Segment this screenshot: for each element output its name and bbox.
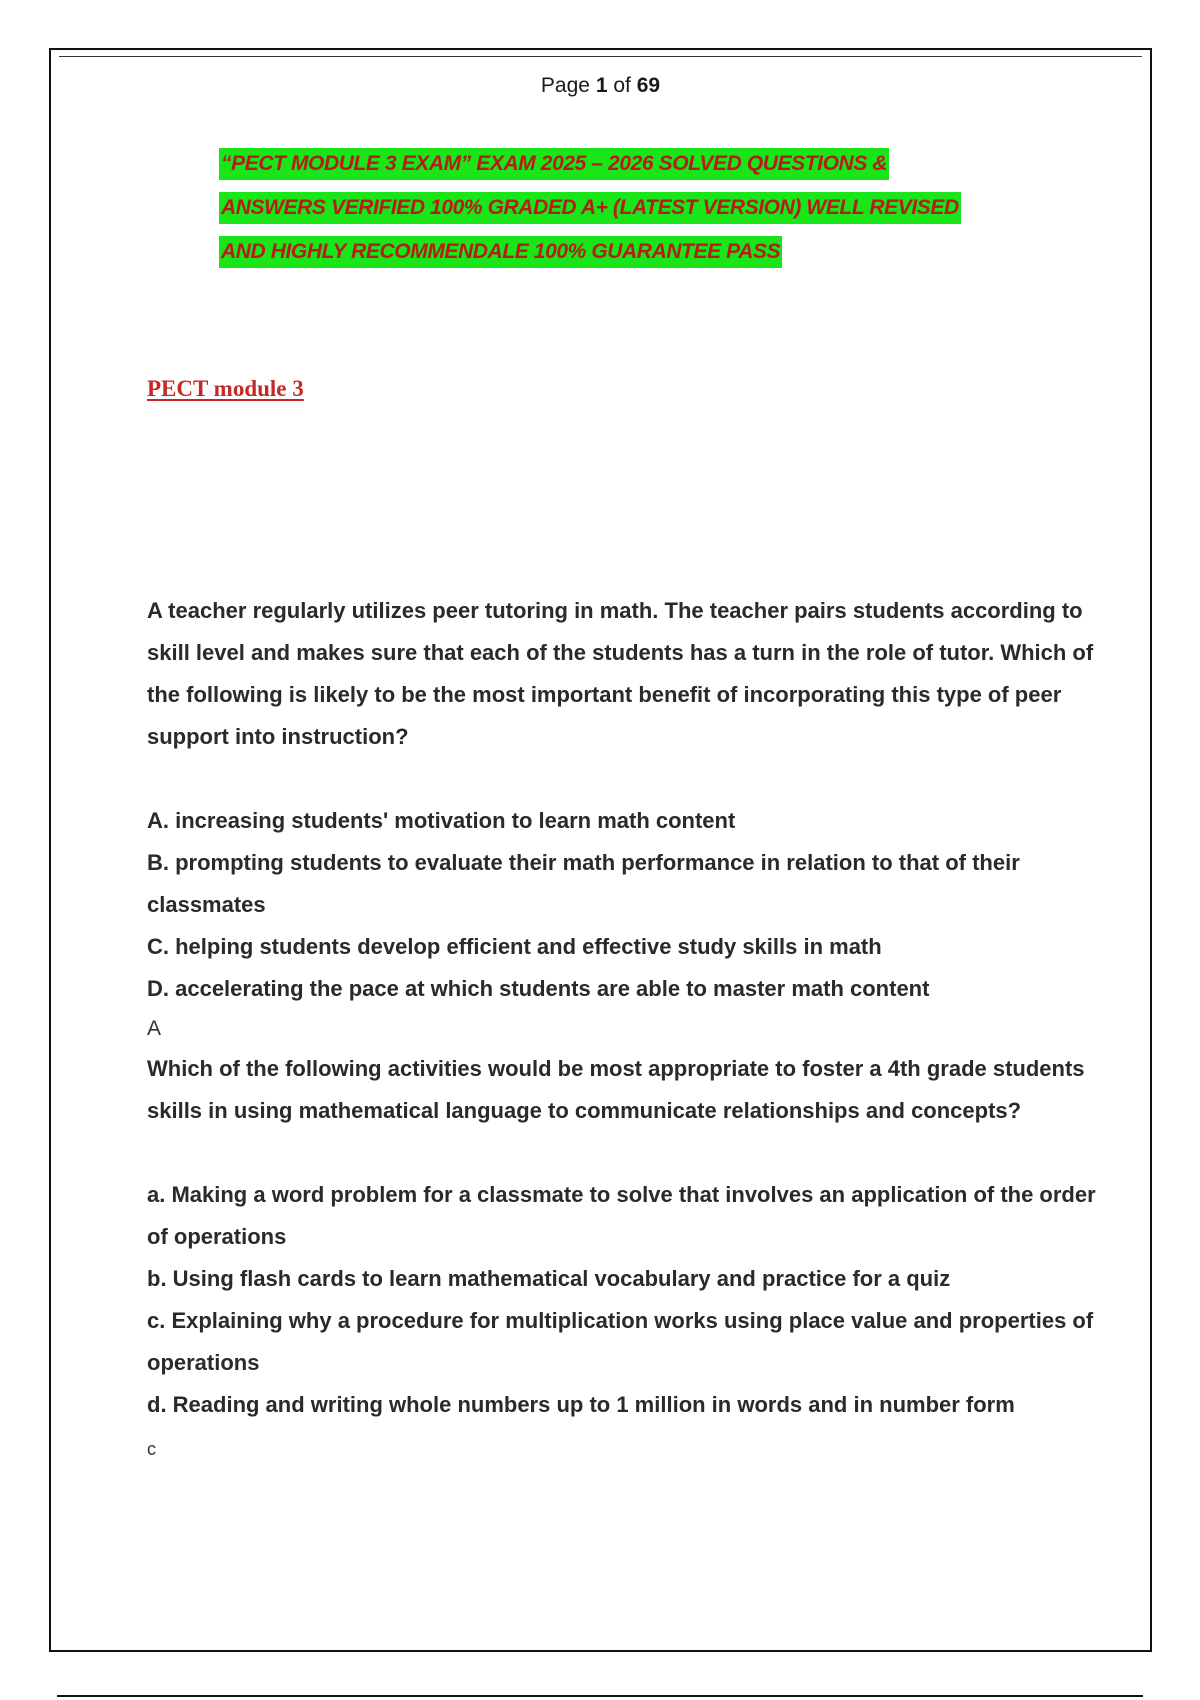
answer-option: d. Reading and writing whole numbers up to 1 million in words and in number form — [147, 1392, 1015, 1417]
bottom-rule — [57, 1695, 1143, 1697]
correct-answer: c — [147, 1439, 156, 1459]
answer-option: D. accelerating the pace at which students are able to master math content — [147, 976, 930, 1001]
section-heading: PECT module 3 — [147, 376, 304, 401]
answer-option: A. increasing students' motivation to learn math content — [147, 808, 736, 833]
page-number: Page 1 of 69 — [540, 74, 661, 97]
correct-answer: A — [147, 1017, 162, 1040]
answer-option: B. prompting students to evaluate their math performance in relation to that of their classmates — [147, 850, 1020, 917]
answer-option: C. helping students develop efficient and effective study skills in math — [147, 934, 882, 959]
question-prompt: Which of the following activities would be most appropriate to foster a 4th grade students skills in using mathematical language to communicate relationships and concepts? — [147, 1056, 1085, 1123]
answer-option: b. Using flash cards to learn mathematical vocabulary and practice for a quiz — [147, 1266, 951, 1291]
top-rule — [59, 56, 1142, 57]
question-prompt: A teacher regularly utilizes peer tutoring in math. The teacher pairs students according to skill level and makes sure that each of the students has a turn in the role of tutor. Which of the following is likely to be the most important benefit of incorporating this type of peer support into instruction? — [147, 598, 1094, 749]
title-line: AND HIGHLY RECOMMENDALE 100% GUARANTEE PASS — [219, 230, 1119, 274]
answer-option: a. Making a word problem for a classmate to solve that involves an application of the order of operations — [147, 1182, 1096, 1249]
title-line: ANSWERS VERIFIED 100% GRADED A+ (LATEST VERSION) WELL REVISED — [219, 186, 1119, 230]
page-frame — [49, 48, 1152, 1652]
document-title — [219, 142, 1119, 274]
title-line: “PECT MODULE 3 EXAM” EXAM 2025 – 2026 SOLVED QUESTIONS & — [219, 142, 1119, 186]
questions-content — [147, 590, 1107, 1472]
answer-option: c. Explaining why a procedure for multiplication works using place value and properties of operations — [147, 1308, 1094, 1375]
